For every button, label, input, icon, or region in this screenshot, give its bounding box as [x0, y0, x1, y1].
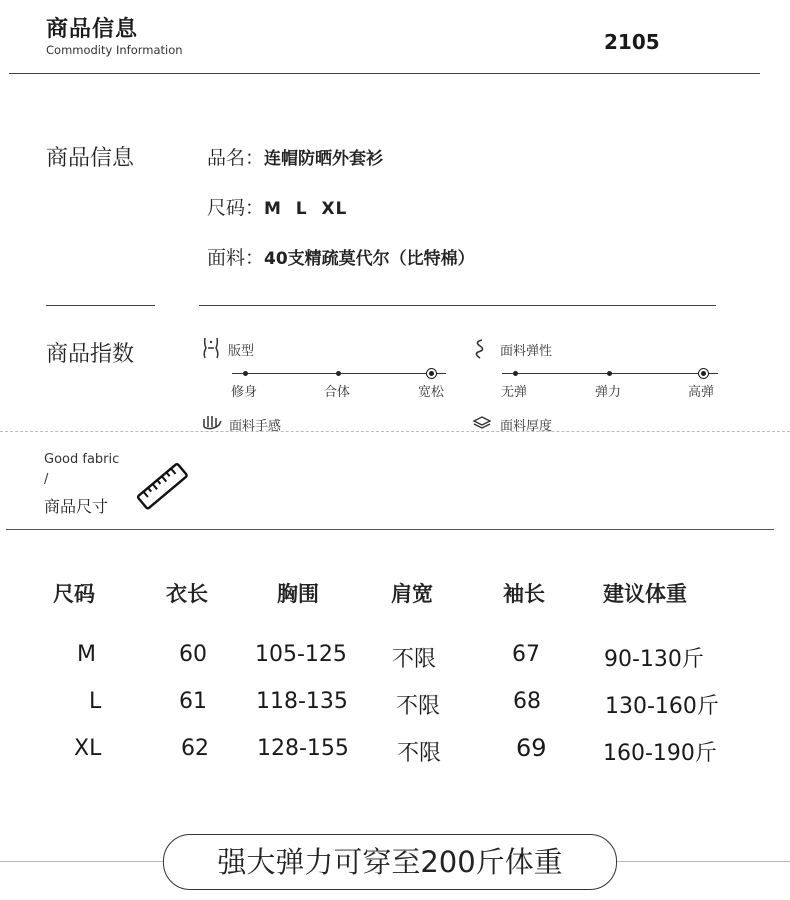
scale-elastic-label: 面料弹性	[500, 344, 553, 359]
scale-fit-tick: 宽松	[418, 385, 445, 400]
size-heading-cn: 商品尺寸	[44, 497, 109, 516]
more-label-thickness: 面料厚度	[500, 419, 553, 434]
table-cell: 69	[516, 734, 547, 762]
size-heading-en: Good fabric	[44, 452, 120, 467]
banner-text: 强大弹力可穿至200斤体重	[217, 845, 563, 879]
body-shape-icon	[200, 336, 222, 364]
table-cell: 62	[181, 736, 209, 761]
scale-elastic-point	[607, 371, 612, 376]
info-key: 面料：	[207, 247, 265, 269]
header-title: 商品信息	[46, 17, 139, 42]
table-cell: 90-130斤	[604, 647, 704, 672]
spring-icon	[472, 338, 488, 364]
banner-line-left	[0, 861, 163, 862]
table-cell: 128-155	[257, 736, 349, 761]
header-divider	[9, 73, 760, 74]
table-header: 胸围	[277, 582, 319, 606]
size-heading-slash: /	[44, 472, 49, 487]
table-header: 建议体重	[603, 582, 687, 606]
banner-line-right	[615, 861, 790, 862]
info-value: 连帽防晒外套衫	[264, 149, 384, 169]
info-section-title: 商品信息	[46, 146, 135, 171]
table-cell: 61	[179, 689, 207, 714]
info-row-size	[207, 193, 347, 220]
table-cell: 不限	[392, 647, 437, 672]
scale-fit-point	[243, 371, 248, 376]
stretch-banner	[163, 834, 617, 890]
size-divider	[6, 529, 774, 530]
table-cell: 105-125	[255, 642, 347, 667]
table-cell: 160-190斤	[603, 741, 717, 766]
scale-elastic-point	[513, 371, 518, 376]
table-header: 尺码	[53, 582, 95, 606]
scale-fit-tick: 合体	[324, 385, 351, 400]
table-header: 衣长	[166, 582, 208, 606]
index-section-title: 商品指数	[46, 342, 135, 367]
info-value: 40支精疏莫代尔（比特棉）	[264, 249, 475, 269]
scale-elastic-tick: 弹力	[595, 385, 622, 400]
table-cell: 68	[513, 689, 541, 714]
product-code: 2105	[604, 30, 660, 54]
info-divider-left	[46, 305, 155, 306]
info-row-fabric	[207, 243, 475, 270]
scale-elastic-selected	[698, 368, 709, 379]
header-subtitle: Commodity Information	[46, 43, 183, 57]
table-header: 袖长	[503, 582, 545, 606]
info-key: 品名：	[207, 147, 265, 169]
info-row-name	[207, 143, 383, 170]
scale-elastic-tick: 高弹	[688, 385, 715, 400]
table-cell: L	[89, 689, 102, 714]
scale-elastic-tick: 无弹	[501, 385, 528, 400]
table-header: 肩宽	[391, 582, 433, 606]
scale-fit-selected	[426, 368, 437, 379]
info-value: M L XL	[264, 199, 348, 219]
section-break	[0, 431, 790, 432]
table-cell: 60	[179, 642, 207, 667]
table-cell: 不限	[397, 741, 442, 766]
scale-fit-point	[336, 371, 341, 376]
table-cell: 118-135	[256, 689, 348, 714]
layers-icon	[472, 415, 492, 435]
info-divider-right	[199, 305, 716, 306]
table-cell: XL	[74, 736, 102, 761]
table-cell: 67	[512, 642, 540, 667]
ruler-icon	[133, 458, 193, 520]
table-cell: 130-160斤	[605, 694, 719, 719]
info-key: 尺码：	[207, 197, 265, 219]
scale-fit-tick: 修身	[231, 385, 258, 400]
more-label-hand: 面料手感	[229, 419, 282, 434]
table-cell: M	[77, 642, 96, 667]
scale-fit-label: 版型	[228, 344, 255, 359]
table-cell: 不限	[396, 694, 441, 719]
